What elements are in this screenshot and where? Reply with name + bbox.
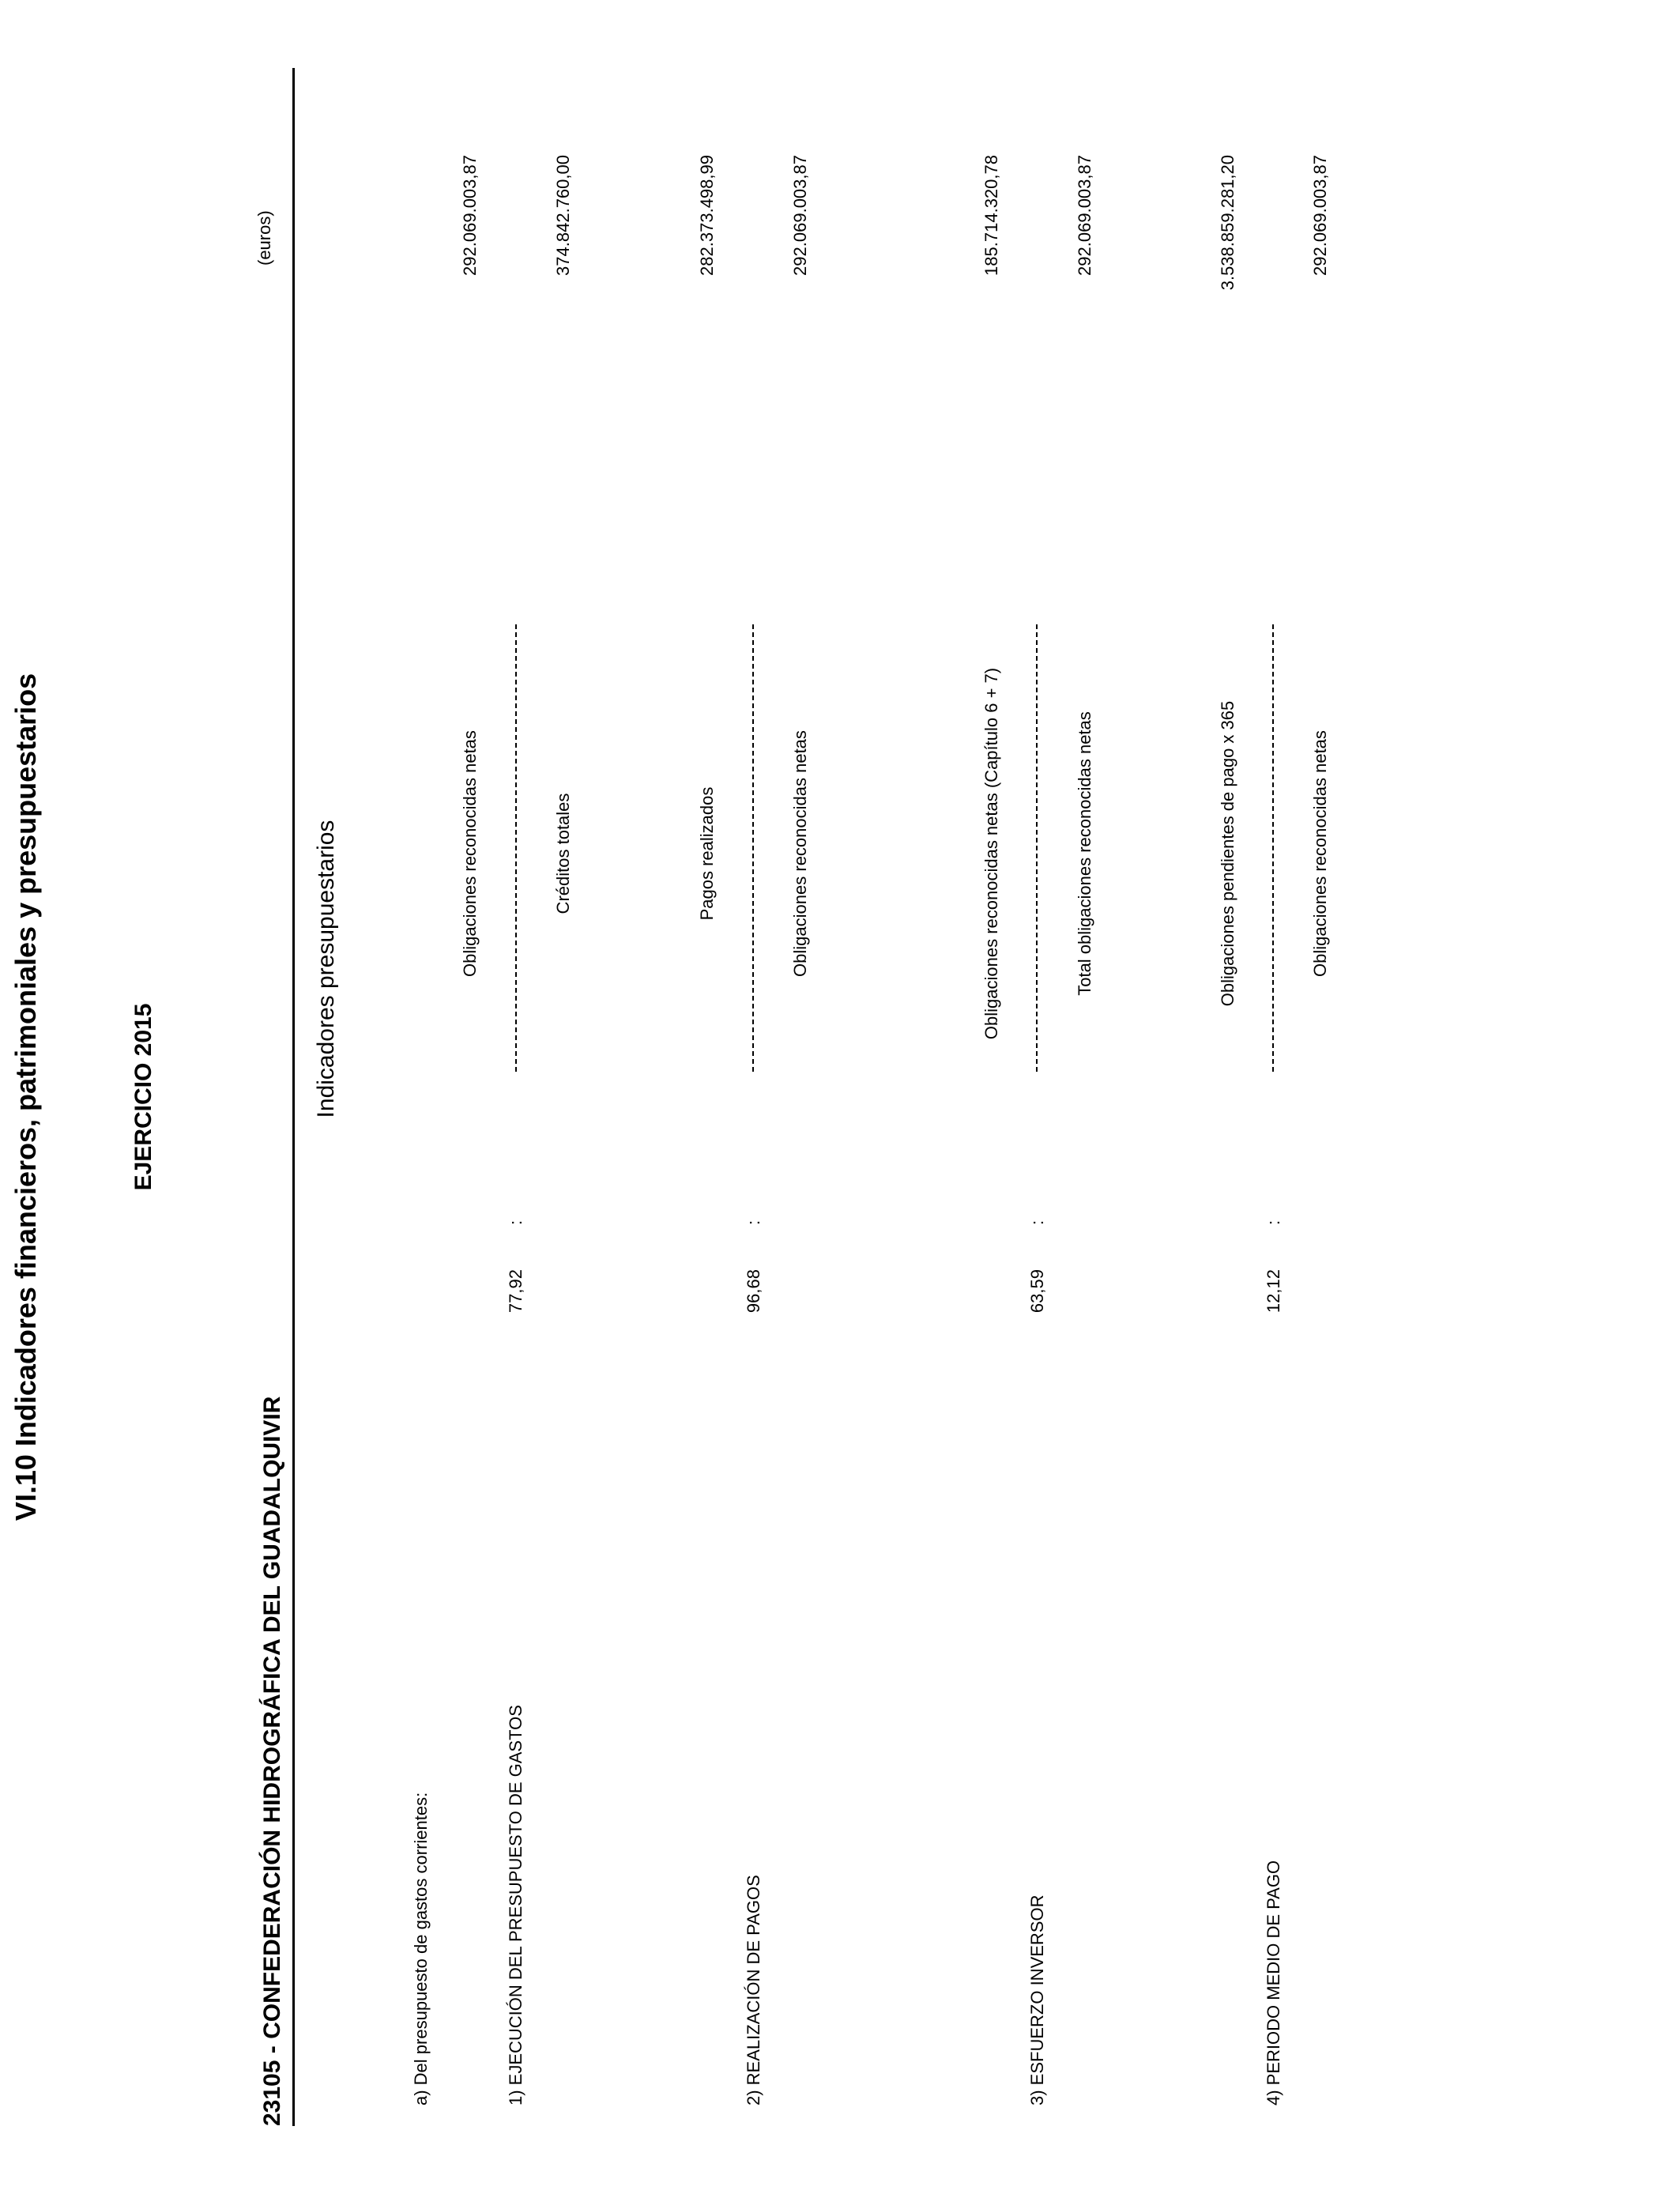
numerator-value: 292.069.003,87 [460,155,480,276]
entity-name: 23105 - CONFEDERACIÓN HIDROGRÁFICA DEL GUADALQUIVIR [259,1396,285,2126]
indicator-label: 1) EJECUCIÓN DEL PRESUPUESTO DE GASTOS [506,1705,525,2105]
fraction-line [752,624,754,1072]
indicator-colon: : [744,1220,763,1225]
indicator-colon: : [506,1220,525,1225]
numerator-value: 185.714.320,78 [981,155,1001,276]
fraction-line [515,624,517,1072]
denominator-label: Obligaciones reconocidas netas [790,730,810,977]
denominator-value: 292.069.003,87 [1310,155,1330,276]
units-label: (euros) [254,210,274,266]
numerator-value: 3.538.859.281,20 [1218,155,1237,291]
denominator-value: 374.842.760,00 [553,155,573,276]
fraction-line [1272,624,1274,1072]
indicator-value: 77,92 [506,1269,525,1314]
indicator-label: 2) REALIZACIÓN DE PAGOS [744,1875,763,2105]
numerator-value: 282.373.498,99 [697,155,717,276]
numerator-label: Obligaciones pendientes de pago x 365 [1218,700,1237,1007]
denominator-value: 292.069.003,87 [1075,155,1094,276]
indicator-label: 3) ESFUERZO INVERSOR [1027,1894,1047,2105]
fraction-line [1036,624,1038,1072]
indicator-label: 4) PERIODO MEDIO DE PAGO [1264,1860,1283,2105]
indicator-colon: : [1027,1220,1047,1225]
indicator-value: 96,68 [744,1269,763,1314]
header-rule [292,68,295,2126]
indicator-value: 12,12 [1264,1269,1283,1314]
numerator-label: Pagos realizados [697,786,717,921]
indicator-colon: : [1264,1220,1283,1225]
numerator-label: Obligaciones reconocidas netas (Capítulo 6 + 7) [981,667,1001,1040]
exercise-year: EJERCICIO 2015 [130,1003,156,1191]
indicator-value: 63,59 [1027,1269,1047,1314]
subsection-label: a) Del presupuesto de gastos corrientes: [411,1792,431,2105]
denominator-label: Total obligaciones reconocidas netas [1075,711,1094,996]
denominator-label: Obligaciones reconocidas netas [1310,730,1330,977]
report-title: VI.10 Indicadores financieros, patrimoniales y presupuestarios [9,673,42,1521]
denominator-label: Créditos totales [553,793,573,914]
section-title: Indicadores presupuestarios [313,820,339,1118]
numerator-label: Obligaciones reconocidas netas [460,730,480,977]
denominator-value: 292.069.003,87 [790,155,810,276]
